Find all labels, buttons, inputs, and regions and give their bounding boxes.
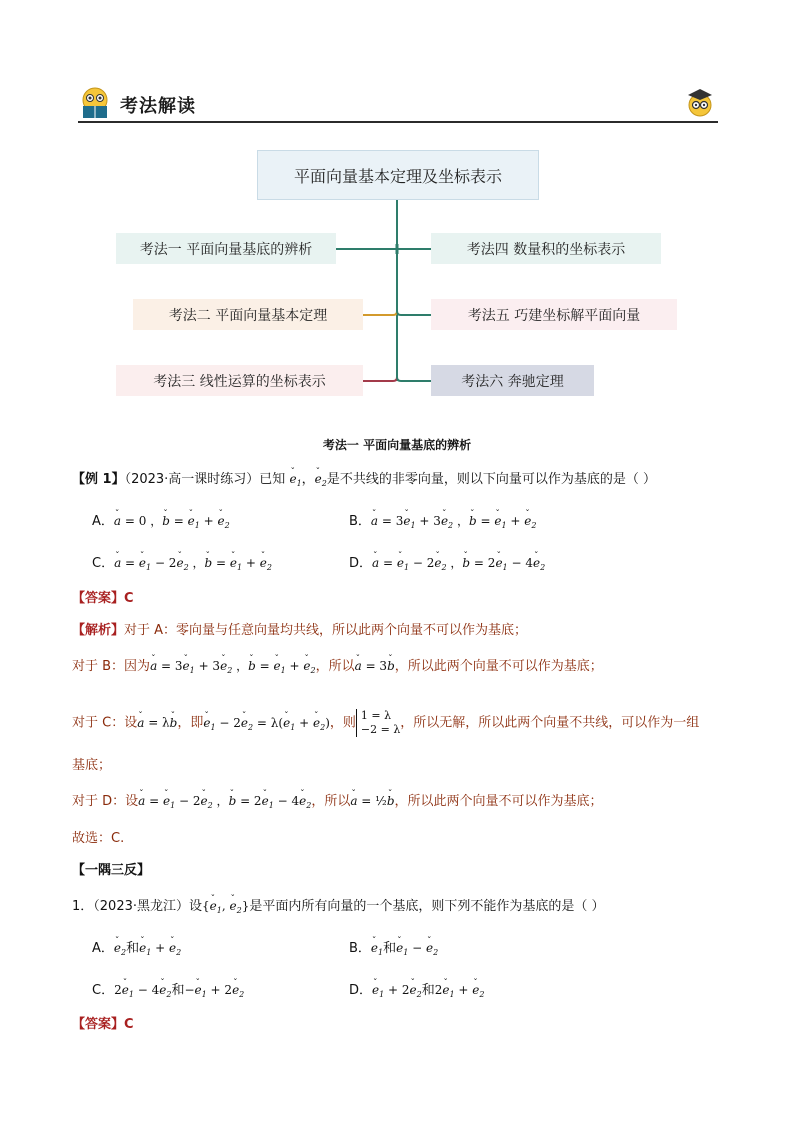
analysis-c-cont: 基底； (72, 758, 112, 773)
practice-answer: 【答案】C (72, 1017, 134, 1032)
header-title: 考法解读 (120, 96, 196, 117)
practice-question: 1．（2023·黑龙江）设{ˇ $e_1$, ˇ $e_2$}是平面内所有向量的一个基底，则下列不能作为基底的是（ ） (72, 897, 604, 920)
example-answer: 【答案】C (72, 591, 134, 606)
mindmap-node-1: 考法一 平面向量基底的辨析 (116, 233, 336, 264)
option-d: D．ˇ a = ˇ $e_1$ − 2ˇ $e_2$ ，ˇ b = 2ˇ $e_1$ − 4ˇ $e_2$ (349, 554, 545, 577)
mindmap-node-5: 考法五 巧建坐标解平面向量 (431, 299, 677, 330)
section-title: 考法一 平面向量基底的辨析 (322, 438, 472, 452)
analysis-a: 【解析】对于 A：零向量与任意向量均共线，所以此两个向量不可以作为基底； (72, 623, 528, 638)
mindmap-node-6: 考法六 奔驰定理 (431, 365, 594, 396)
option-a: A．ˇ a = 0 ，ˇ b = ˇ $e_1$ + ˇ $e_2$ (92, 512, 230, 535)
practice-option-a: A．ˇ $e_2$和ˇ $e_1$ + ˇ $e_2$ (92, 939, 181, 962)
practice-tag: 【一隅三反】 (72, 863, 151, 878)
example-tag: 【例 1】 (72, 472, 125, 487)
option-b: B．ˇ a = 3ˇ $e_1$ + 3ˇ $e_2$ ，ˇ b = ˇ $e_1$ + ˇ $e_2$ (349, 512, 536, 535)
vec-e2: ˇ $e_2$ (315, 472, 327, 486)
example-source: （2023·高一课时练习） (124, 472, 260, 487)
practice-option-b: B．ˇ $e_1$和ˇ $e_1$ − ˇ $e_2$ (349, 939, 438, 962)
example-question: 【例 1】（2023·高一课时练习）已知 ˇ $e_1$，ˇ $e_2$是不共线的非零向量，则以下向量可以作为基底的是（ ） (72, 470, 656, 493)
option-c: C．ˇ a = ˇ $e_1$ − 2ˇ $e_2$ ，ˇ b = ˇ $e_1$ + ˇ $e_2$ (92, 554, 272, 577)
analysis-d: 对于 D：设ˇ a = ˇ $e_1$ − 2ˇ $e_2$ ，ˇ b = 2ˇ $e_1$ − 4ˇ $e_2$，所以ˇ a = ½ˇ b，所以此两个向量不可以作为基底； (72, 792, 603, 815)
mindmap-node-2: 考法二 平面向量基本定理 (133, 299, 363, 330)
practice-option-d: D．ˇ $e_1$ + 2ˇ $e_2$和2ˇ $e_1$ + ˇ $e_2$ (349, 981, 485, 1004)
analysis-c: 对于 C：设ˇ a = λˇ b，即ˇ $e_1$ − 2ˇ $e_2$ = λ(ˇ $e_1$ + ˇ $e_2$)，则 1 = λ −2 = λ，所以无解，所以此两个向量不共线，可以作为一组 (72, 709, 699, 737)
mindmap-connectors (0, 0, 794, 420)
analysis-b: 对于 B：因为ˇ a = 3ˇ $e_1$ + 3ˇ $e_2$ ，ˇ b = ˇ $e_1$ + ˇ $e_2$，所以ˇ a = 3ˇ b，所以此两个向量不可以作为基底； (72, 657, 603, 680)
practice-option-c: C．2ˇ $e_1$ − 4ˇ $e_2$和−ˇ $e_1$ + 2ˇ $e_2$ (92, 981, 244, 1004)
mindmap-node-4: 考法四 数量积的坐标表示 (431, 233, 661, 264)
mindmap-node-3: 考法三 线性运算的坐标表示 (116, 365, 363, 396)
mindmap-root: 平面向量基本定理及坐标表示 (257, 150, 539, 200)
analysis-conclusion: 故选：C. (72, 831, 125, 846)
vec-e1: ˇ $e_1$ (289, 472, 301, 486)
